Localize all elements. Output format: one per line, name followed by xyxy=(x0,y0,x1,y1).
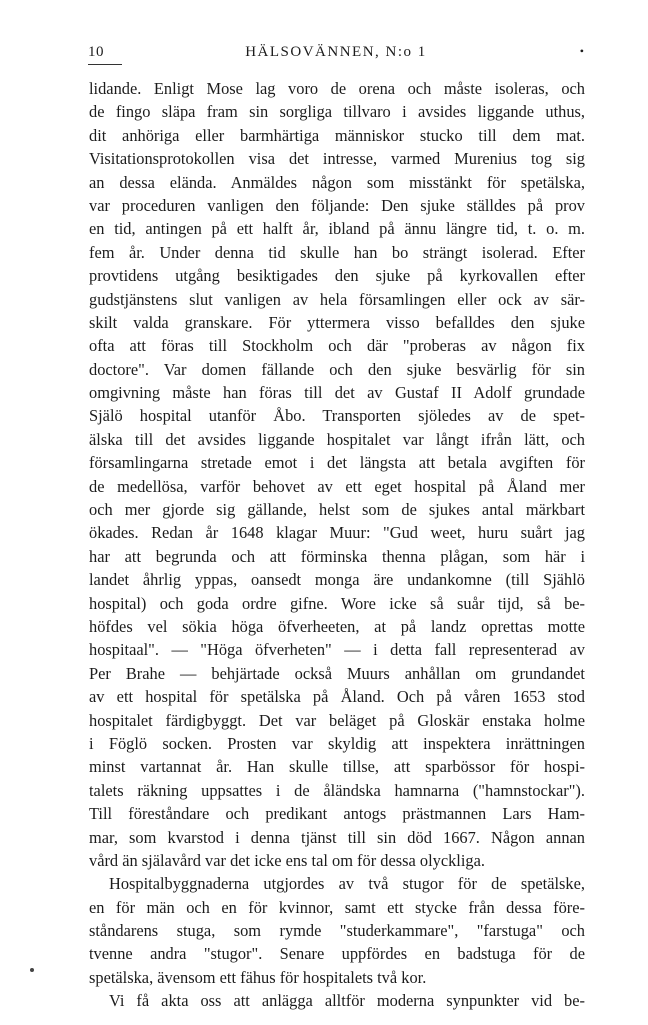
body-text xyxy=(89,77,585,1013)
text-line: an dessa elända. Anmäldes någon som misstänkt för spetälska, xyxy=(89,172,585,192)
text-line: och mer gjorde sig gällande, helst som de sjukes antal märkbart xyxy=(89,500,585,520)
text-line: ofta att föras till Stockholm och där "proberas av någon fix xyxy=(89,336,585,356)
text-line: en tid, antingen på ett halft år, ibland på ännu längre tid, t. o. m. xyxy=(89,219,585,239)
text-line: de fingo släpa fram sin sorgliga tillvaro i avsides liggande uthus, xyxy=(89,102,585,122)
text-line: dit anhöriga eller barmhärtiga människor stucko till dem mat. xyxy=(89,125,585,145)
text-line: provtidens utgång besiktigades den sjuke på kyrkovallen efter xyxy=(89,266,585,286)
text-line: Till föreståndare och predikant antogs prästmannen Lars Ham- xyxy=(89,804,585,824)
text-line: ståndarens stuga, som rymde "studerkammare", "farstuga" och xyxy=(89,921,585,941)
text-line: mar, som kvarstod i denna tjänst till sin död 1667. Någon annan xyxy=(89,827,585,847)
text-line: fem år. Under denna tid skulle han bo strängt isolerad. Efter xyxy=(89,242,585,262)
text-line: hospitalet färdigbyggt. Det var beläget på Gloskär enstaka holme xyxy=(89,710,585,730)
text-line: tvenne andra "stugor". Senare uppfördes en badstuga för de xyxy=(89,944,585,964)
text-line: vård än själavård var det icke ens tal om för dessa olyckliga. xyxy=(89,850,485,870)
text-line: Visitationsprotokollen visa det intresse, varmed Murenius tog sig xyxy=(89,149,585,169)
text-line: älska till det avsides liggande hospitalet var långt ifrån lätt, och xyxy=(89,429,585,449)
text-line: hospital) och goda ordre gifne. Wore icke så suår tijd, så be- xyxy=(89,593,585,613)
text-line: doctore". Var domen fällande och den sjuke besvärlig för sin xyxy=(89,359,585,379)
header-rule xyxy=(88,64,122,65)
running-header xyxy=(88,44,584,70)
text-line: av ett hospital för spetälska på Åland. Och på våren 1653 stod xyxy=(89,687,585,707)
text-line: församlingarna stretade emot i det längsta att betala avgiften för xyxy=(89,453,585,473)
text-line: Vi få akta oss att anlägga alltför moderna synpunkter vid be- xyxy=(109,991,585,1011)
text-line: lidande. Enligt Mose lag voro de orena och måste isoleras, och xyxy=(89,79,585,98)
running-title: HÄLSOVÄNNEN, N:o 1 xyxy=(245,44,427,60)
corner-mark: • xyxy=(579,44,584,58)
text-line: höfdes vel sökia höga öfverheeten, at på landz oprettas motte xyxy=(89,616,585,636)
text-line: de medellösa, varför behovet av ett eget hospital på Åland mer xyxy=(89,476,585,496)
text-line: landet åhrlig yppas, oansedt monga äre undankomne (till Sjählö xyxy=(89,570,585,590)
text-line: hospitaal". — "Höga öfverheten" — i detta fall representerad av xyxy=(89,640,585,660)
text-line: var proceduren vanligen den följande: Den sjuke ställdes på prov xyxy=(89,195,585,215)
text-line: skilt valda granskare. För yttermera visso befalldes den sjuke xyxy=(89,312,585,332)
text-line: omgivning måste han föras till det av Gustaf II Adolf grundade xyxy=(89,383,585,403)
text-line: i Föglö socken. Prosten var skyldig att inspektera inrättningen xyxy=(89,733,585,753)
text-line: Per Brahe — behjärtade också Muurs anhållan om grundandet xyxy=(89,663,585,683)
text-line: Hospitalbyggnaderna utgjordes av två stugor för de spetälske, xyxy=(109,874,585,894)
text-line: Själö hospital utanför Åbo. Transporten sjöledes av de spet- xyxy=(89,406,585,426)
text-line: en för män och en för kvinnor, samt ett stycke från dessa före- xyxy=(89,897,585,917)
text-line: har att begrunda och att förminska thenna plågan, som här i xyxy=(89,546,585,566)
text-line: spetälska, ävensom ett fähus för hospitalets två kor. xyxy=(89,967,427,987)
page-number: 10 xyxy=(88,44,104,60)
text-line: ökades. Redan år 1648 klagar Muur: "Gud weet, huru suårt jag xyxy=(89,523,585,543)
text-line: gudstjänstens slut vanligen av hela församlingen eller ock av sär- xyxy=(89,289,585,309)
text-line: talets räkning uppsattes i de åländska hamnarna ("hamnstockar"). xyxy=(89,780,585,800)
text-line: minst vartannat år. Han skulle tillse, att sparbössor för hospi- xyxy=(89,757,585,777)
margin-speck xyxy=(30,968,34,972)
